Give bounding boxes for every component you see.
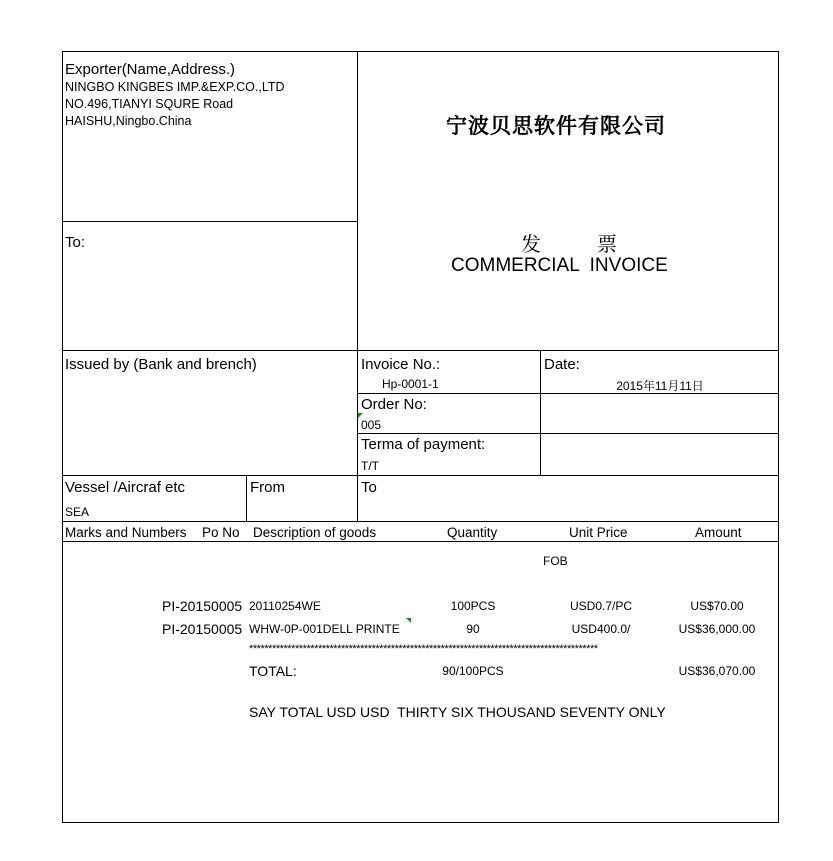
divider-header-bottom: [62, 350, 779, 351]
total-amount: US$36,070.00: [678, 664, 756, 678]
col-quantity: Quantity: [447, 525, 498, 540]
row-unit-price: USD400.0/: [571, 622, 631, 636]
to-port-label: To: [361, 479, 377, 496]
company-name: 宁波贝思软件有限公司: [446, 113, 666, 138]
total-label: TOTAL:: [249, 663, 297, 679]
document-title: COMMERCIAL INVOICE: [451, 255, 668, 276]
payment-terms-label: Terma of payment:: [361, 436, 486, 453]
title-cn-char-1: 发: [521, 232, 541, 256]
divider-shipping-top: [62, 475, 779, 476]
total-quantity: 90/100PCS: [442, 664, 504, 678]
date-value: 2015年11月11日: [616, 379, 704, 393]
row-po-no: PI-20150005: [162, 621, 243, 637]
invoice-no-value: Hp-0001-1: [382, 377, 439, 391]
exporter-line-3: HAISHU,Ningbo.China: [65, 114, 192, 128]
exporter-label: Exporter(Name,Address.): [65, 61, 236, 78]
exporter-line-1: NINGBO KINGBES IMP.&EXP.CO.,LTD: [65, 80, 285, 94]
from-label: From: [250, 479, 285, 496]
row-description: 20110254WE: [249, 599, 321, 613]
divider-exporter-to: [62, 221, 358, 222]
title-cn-char-2: 票: [597, 232, 617, 256]
vessel-value: SEA: [65, 505, 90, 519]
row-amount: US$70.00: [690, 599, 744, 613]
exporter-line-2: NO.496,TIANYI SQURE Road: [65, 97, 234, 111]
col-unit-price: Unit Price: [569, 525, 628, 540]
cell-comment-marker: [406, 618, 411, 623]
divider-left-column: [357, 51, 358, 475]
divider-order-payment: [357, 433, 779, 434]
row-amount: US$36,000.00: [678, 622, 756, 636]
col-description: Description of goods: [253, 525, 377, 540]
row-quantity: 90: [466, 622, 480, 636]
divider-vessel-from: [246, 475, 247, 521]
payment-terms-value: T/T: [361, 459, 379, 473]
date-label: Date:: [544, 356, 580, 373]
col-marks: Marks and Numbers: [65, 525, 187, 540]
row-quantity: 100PCS: [450, 599, 496, 613]
vessel-label: Vessel /Aircraf etc: [65, 479, 186, 496]
separator-line: *******************************************************************************************: [249, 643, 598, 655]
row-unit-price: USD0.7/PC: [569, 599, 633, 613]
row-description: WHW-0P-001DELL PRINTE: [249, 622, 400, 636]
divider-columns-top: [62, 521, 779, 522]
row-po-no: PI-20150005: [162, 598, 243, 614]
amount-in-words: SAY TOTAL USD USD THIRTY SIX THOUSAND SEVENTY ONLY: [249, 704, 666, 720]
divider-invoice-date: [540, 350, 541, 475]
order-no-value: 005: [361, 418, 382, 432]
order-no-label: Order No:: [361, 396, 427, 413]
issued-by-label: Issued by (Bank and brench): [65, 356, 257, 373]
divider-from-to: [357, 475, 358, 521]
col-amount: Amount: [695, 525, 742, 540]
col-po-no: Po No: [202, 525, 240, 540]
invoice-no-label: Invoice No.:: [361, 356, 441, 373]
price-terms: FOB: [543, 554, 568, 568]
divider-columns-bottom: [62, 541, 779, 542]
to-label: To:: [65, 234, 86, 251]
